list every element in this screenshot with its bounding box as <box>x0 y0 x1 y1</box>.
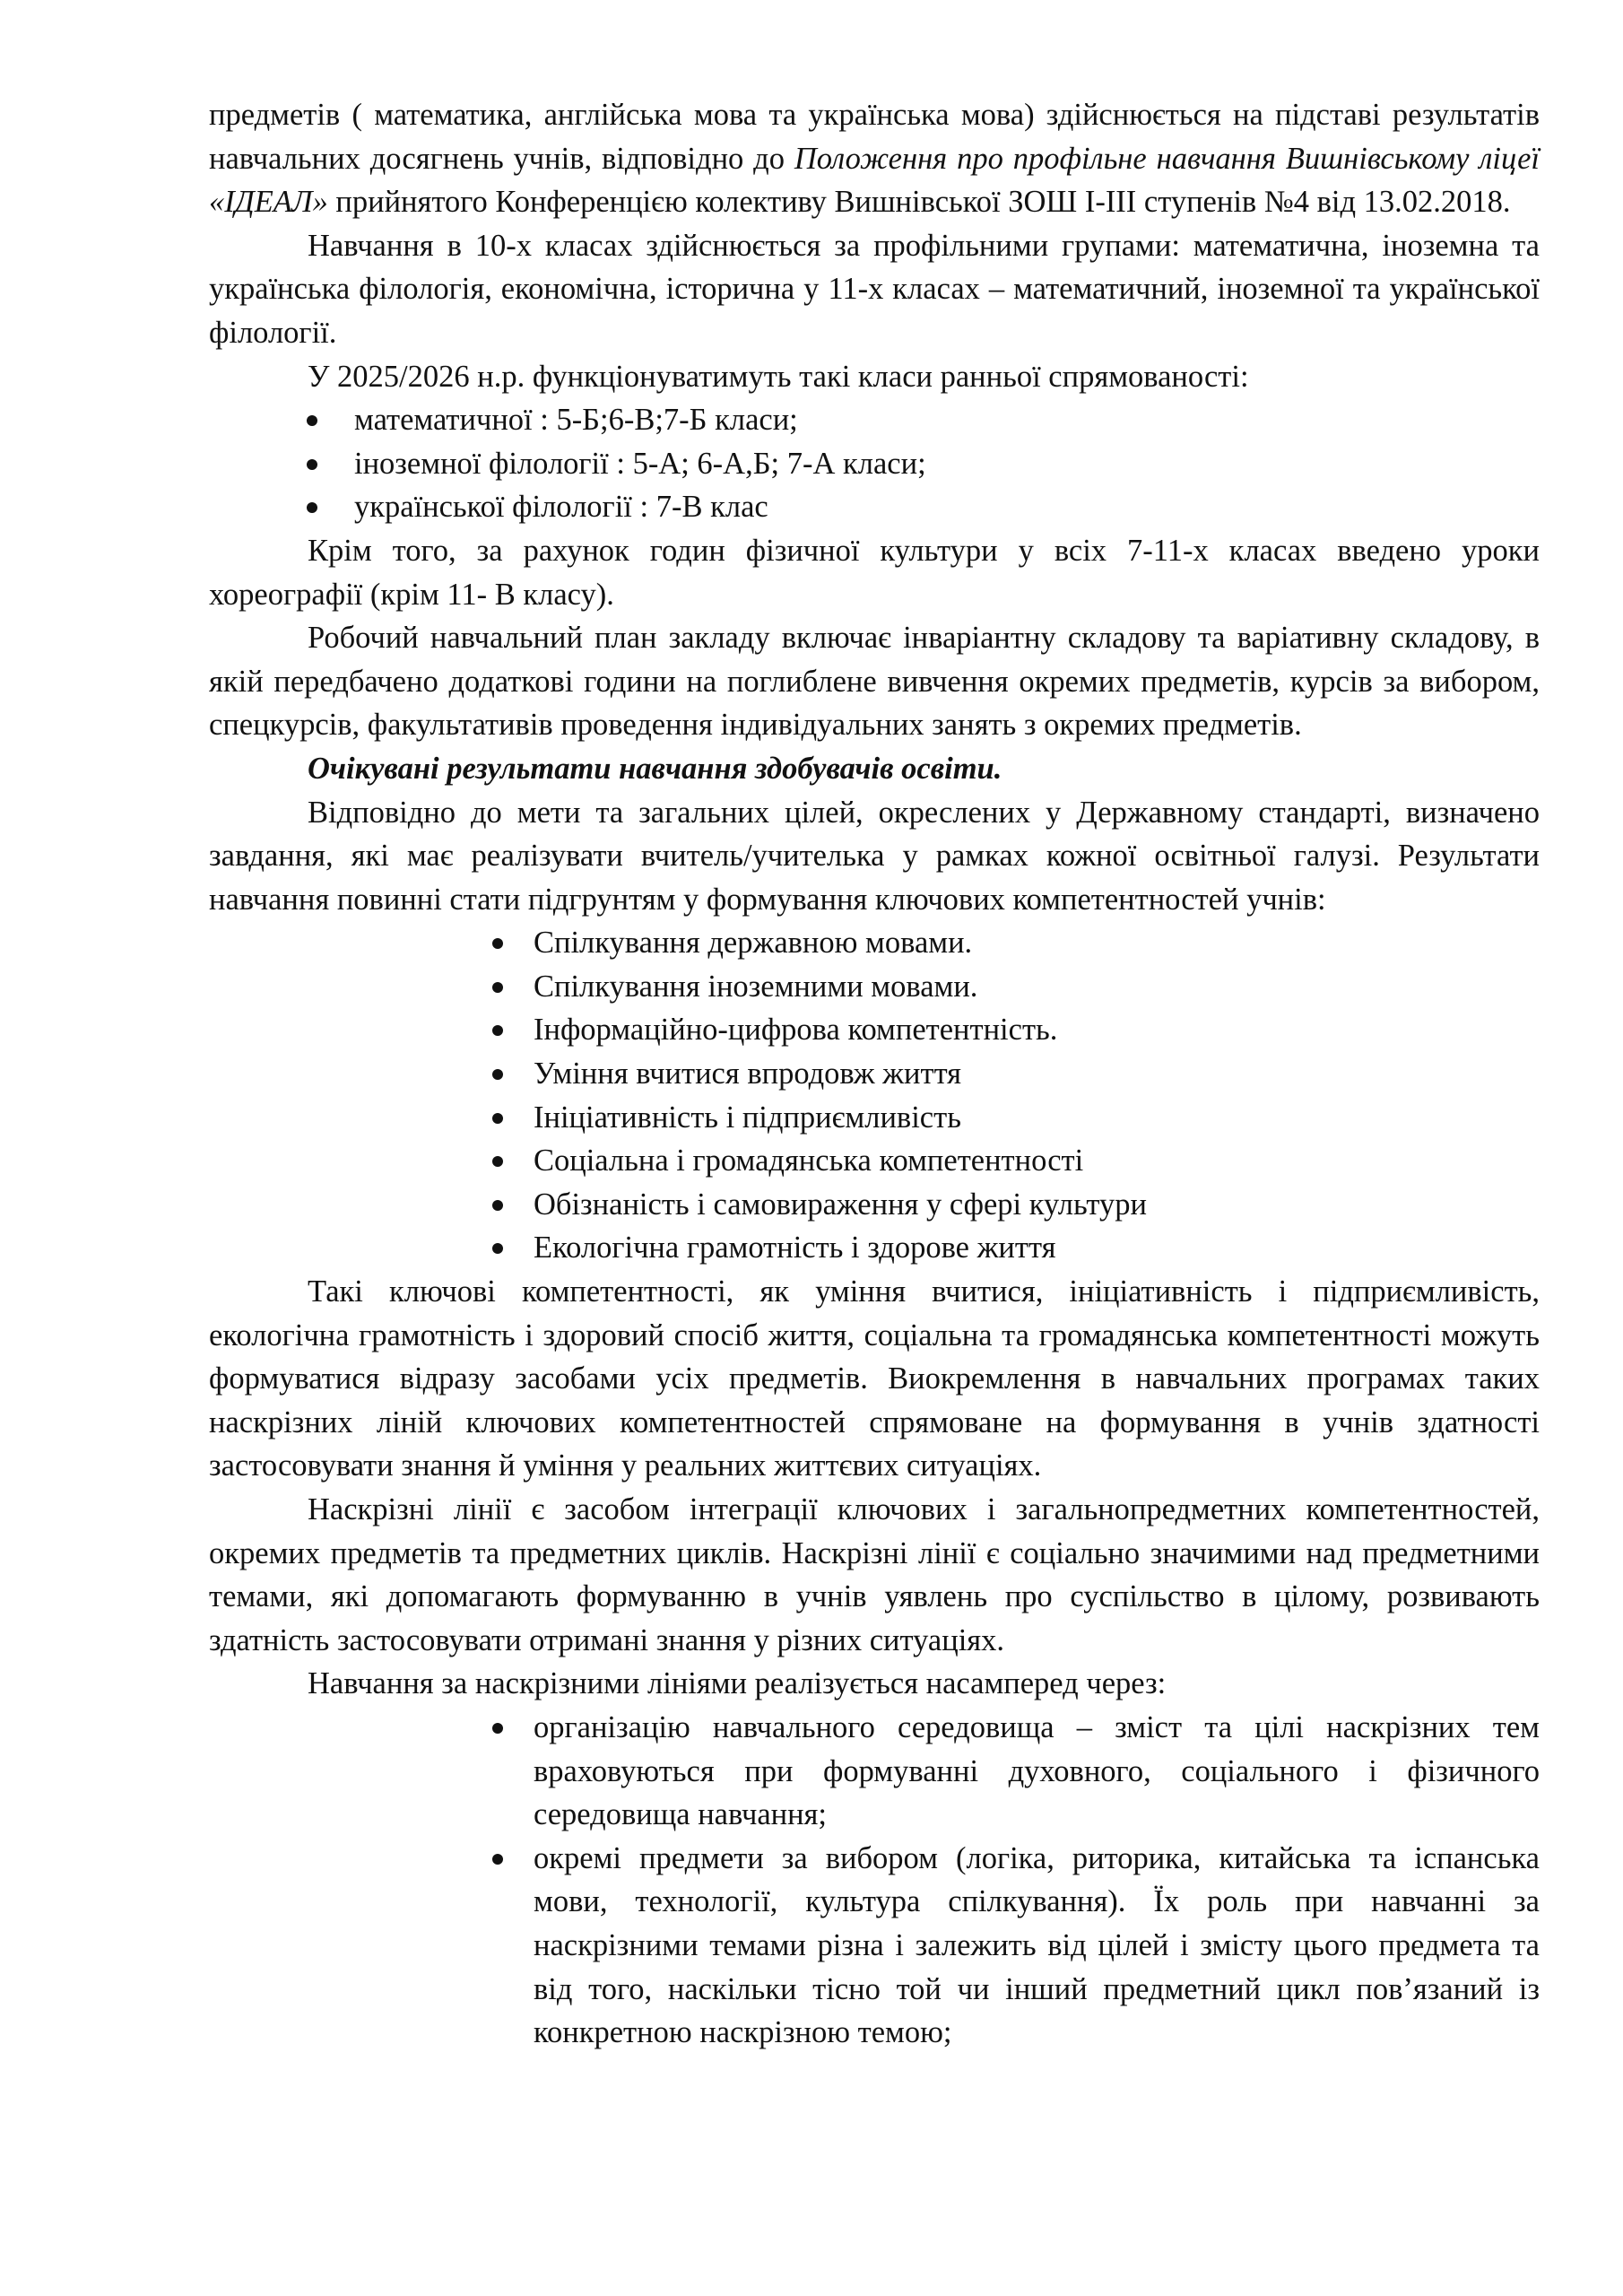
list-item <box>209 442 1540 486</box>
list-item <box>209 398 1540 442</box>
list-item-text: Соціальна і громадянська компетентності <box>534 1144 1084 1178</box>
bullet-icon <box>307 459 317 470</box>
list-item <box>209 921 1540 965</box>
competencies-list <box>209 921 1540 1270</box>
early-classes-list <box>209 398 1540 529</box>
bullet-icon <box>492 1113 503 1124</box>
bullet-icon <box>307 502 317 513</box>
paragraph-through-lines-intro: Навчання за наскрізними лініями реалізується насамперед через: <box>308 1666 1167 1701</box>
list-item-text: Обізнаність і самовираження у сфері культури <box>534 1187 1147 1222</box>
bullet-icon <box>492 1200 503 1211</box>
bullet-icon <box>492 1025 503 1036</box>
bullet-icon <box>307 415 317 426</box>
bullet-icon <box>492 1854 503 1865</box>
paragraph-key-competencies: Такі ключові компетентності, як уміння вчитися, ініціативність і підприємливість, екологічна грамотність і здоровий спосіб життя, соціальна та громадянська компетентності можуть формуватися відразу засобами усіх предметів. Виокремлення в навчальних програмах таких наскрізних ліній ключових компетентностей спрямоване на формування в учнів здатності застосовувати знання й уміння у реальних життєвих ситуаціях. <box>209 1274 1540 1483</box>
list-item-text: іноземної філології : 5-А; 6-А,Б; 7-А класи; <box>354 446 926 481</box>
through-lines-list <box>209 1706 1540 2055</box>
section-heading: Очікувані результати навчання здобувачів освіти. <box>308 751 1002 786</box>
bullet-icon <box>492 1723 503 1734</box>
list-item-text: Екологічна грамотність і здорове життя <box>534 1231 1056 1265</box>
paragraph-text: предметів ( математика, англійська мова та українська мова) здійснюється на підставі результатів навчальних досягнень учнів, відповідно до <box>209 98 1540 176</box>
list-item <box>209 1837 1540 2055</box>
regulation-title: Положення про профільне навчання Вишнівському ліцеї «ІДЕАЛ» <box>209 141 1540 220</box>
list-item-text: Спілкування іноземними мовами. <box>534 969 978 1004</box>
list-item-text: Уміння вчитися впродовж життя <box>534 1057 962 1091</box>
paragraph-early-classes-intro: У 2025/2026 н.р. функціонуватимуть такі класи ранньої спрямованості: <box>308 359 1249 394</box>
paragraph-through-lines: Наскрізні лінії є засобом інтеграції ключових і загальнопредметних компетентностей, окремих предметів та предметних циклів. Наскрізні лінії є соціально значимими над предметними темами, які допомагають формуванню в учнів уявлень про суспільство в цілому, розвивають здатність застосовувати отримані знання у різних ситуаціях. <box>209 1492 1540 1657</box>
list-item-text: математичної : 5-Б;6-В;7-Б класи; <box>354 403 798 438</box>
bullet-icon <box>492 982 503 993</box>
list-item-text: Ініціативність і підприємливість <box>534 1100 961 1135</box>
list-item-text: організацію навчального середовища – зміст та цілі наскрізних тем враховуються при формуванні духовного, соціального і фізичного середовища навчання; <box>534 1709 1540 1832</box>
list-item-text: української філології : 7-В клас <box>354 490 768 525</box>
bullet-icon <box>492 1156 503 1167</box>
list-item <box>209 965 1540 1009</box>
bullet-icon <box>492 1069 503 1080</box>
document-page <box>209 93 1540 2055</box>
list-item-text: окремі предмети за вибором (логіка, риторика, китайська та іспанська мови, технології, культура спілкування). Їх роль при навчанні за наскрізними темами різна і залежить від цілей і змісту цього предмета та від того, наскільки тісно той чи інший предметний цикл пов’язаний із конкретною наскрізною темою; <box>534 1840 1540 2050</box>
list-item <box>209 485 1540 529</box>
list-item <box>209 1008 1540 1052</box>
list-item-text: Спілкування державною мовами. <box>534 926 973 961</box>
bullet-icon <box>492 1243 503 1254</box>
list-item <box>209 1139 1540 1183</box>
paragraph-standard-goals: Відповідно до мети та загальних цілей, окреслених у Державному стандарті, визначено завдання, які має реалізувати вчитель/учителька у рамках кожної освітньої галузі. Результати навчання повинні стати підгрунтям у формування ключових компетентностей учнів: <box>209 795 1540 917</box>
list-item <box>209 1226 1540 1270</box>
paragraph-profile-basis <box>209 93 1540 224</box>
list-item <box>209 1183 1540 1227</box>
bullet-icon <box>492 938 503 949</box>
list-item <box>209 1706 1540 1837</box>
list-item <box>209 1096 1540 1140</box>
paragraph-text: прийнятого Конференцією колективу Вишнівської ЗОШ І-ІІІ ступенів №4 від 13.02.2018. <box>327 185 1511 220</box>
paragraph-profile-groups: Навчання в 10-х класах здійснюється за профільними групами: математична, іноземна та українська філологія, економічна, історична у 11-х класах – математичний, іноземної та української філології. <box>209 228 1540 350</box>
paragraph-choreography: Крім того, за рахунок годин фізичної культури у всіх 7-11-х класах введено уроки хореографії (крім 11- В класу). <box>209 533 1540 612</box>
list-item <box>209 1052 1540 1096</box>
paragraph-curriculum: Робочий навчальний план закладу включає інваріантну складову та варіативну складову, в якій передбачено додаткові години на поглиблене вивчення окремих предметів, курсів за вибором, спецкурсів, факультативів проведення індивідуальних занять з окремих предметів. <box>209 621 1540 743</box>
list-item-text: Інформаційно-цифрова компетентність. <box>534 1013 1058 1048</box>
